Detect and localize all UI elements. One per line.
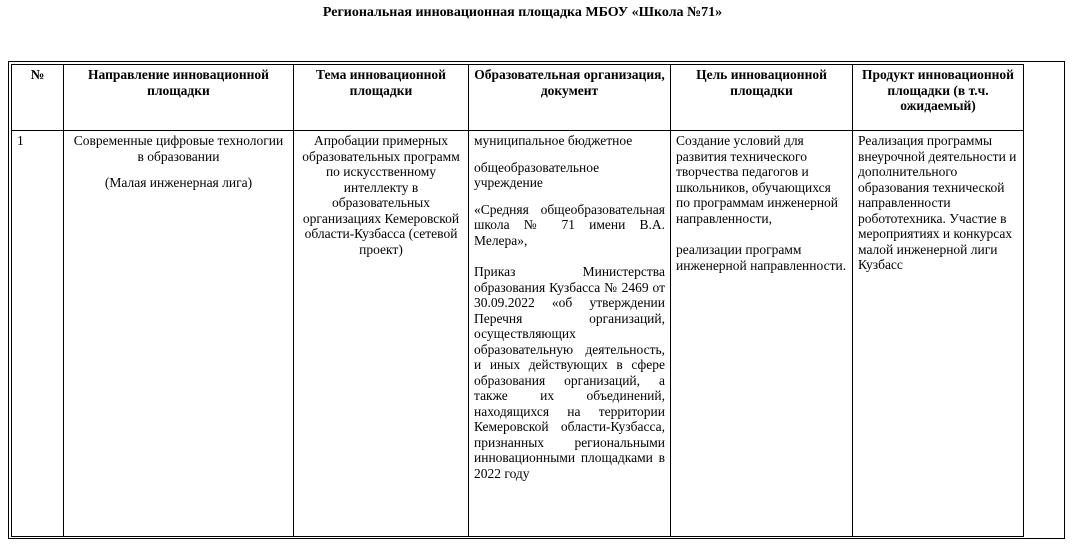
goal-text-2: реализации программ инженерной направленности. [676,242,847,273]
header-goal: Цель инновационной площадки [671,65,853,131]
cell-number: 1 [12,131,64,537]
header-topic: Тема инновационной площадки [294,65,469,131]
table-row [12,131,1024,537]
header-number: № [12,65,64,131]
direction-text: Современные цифровые технологии в образовании [73,133,284,164]
org-name: «Средняя общеобразовательная школа № 71 имени В.А. Мелера», [474,201,665,248]
cell-organization [469,131,671,537]
cell-goal [671,131,853,537]
org-type-line1: муниципальное бюджетное [474,133,633,148]
document-title: Региональная инновационная площадка МБОУ «Школа №71» [322,5,723,20]
innovation-table [11,64,1024,537]
org-type-line2: общеобразовательное учреждение [474,159,600,190]
header-organization: Образовательная организация, документ [469,65,671,131]
goal-text-1: Создание условий для развития технического творчества педагогов и школьников, обучающихся по программам инженерной направленности, [676,133,839,226]
header-product: Продукт инновационной площадки (в т.ч. ожидаемый) [853,65,1024,131]
cell-direction [64,131,294,537]
cell-topic: Апробации примерных образовательных программ по искусственному интеллекту в образовательных организациях Кемеровской области-Кузбасса (сетевой проект) [294,131,469,537]
table-header-row [12,65,1024,131]
org-decree: Приказ Министерства образования Кузбасса № 2469 от 30.09.2022 «об утверждении Перечня организаций, осуществляющих образовательную деятельность, и иных действующих в сфере образования организаций, а также их объединений, находящихся на территории Кемеровской области-Кузбасса, признанных региональными инновационными площадками в 2022 году [474,264,665,481]
cell-product: Реализация программы внеурочной деятельности и дополнительного образования технической направленности робототехника. Участие в мероприятиях и конкурсах малой инженерной лиги Кузбасс [853,131,1024,537]
direction-note: (Малая инженерная лига) [104,175,253,190]
header-direction: Направление инновационной площадки [64,65,294,131]
